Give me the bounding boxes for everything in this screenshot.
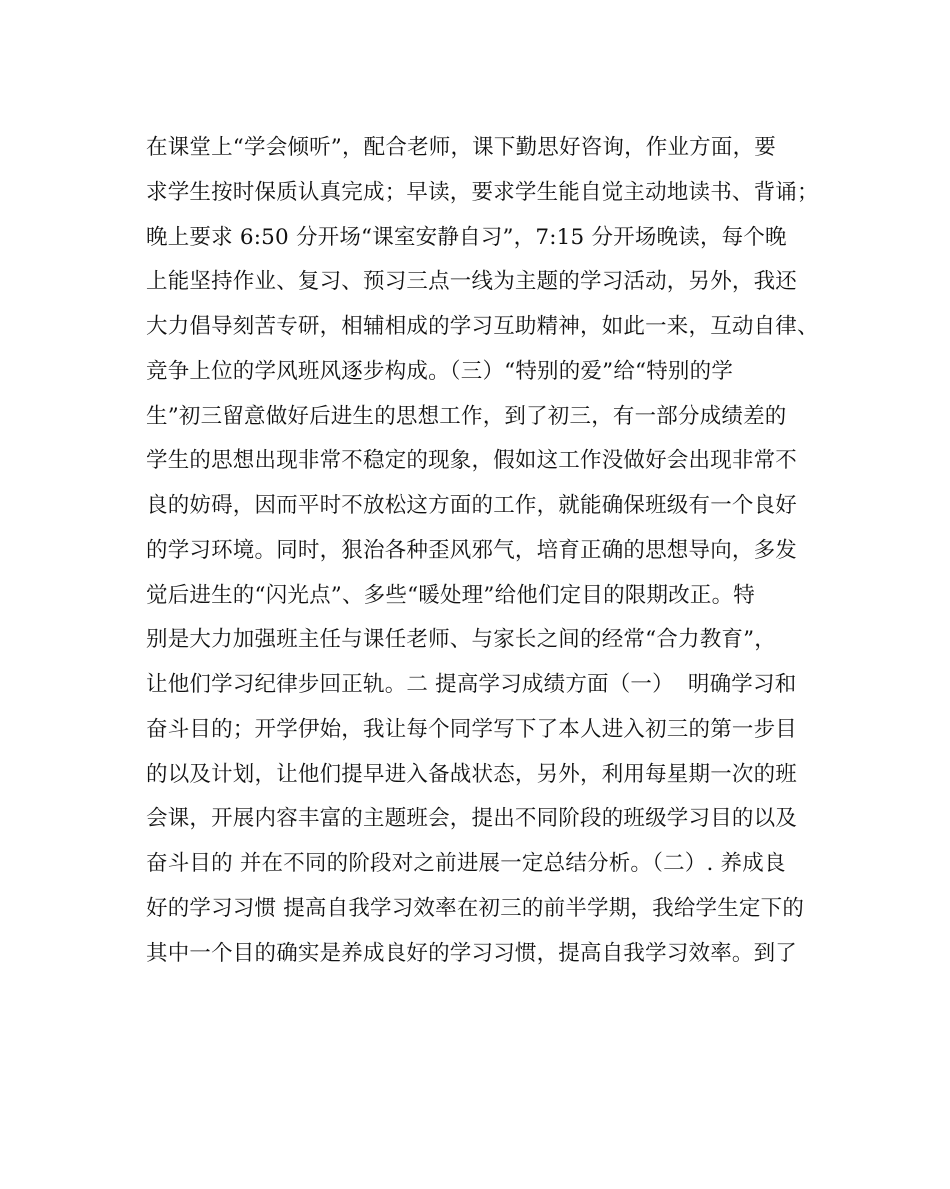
- text-line: 别是大力加强班主任与课任老师、与家长之间的经常“合力教育”，: [146, 627, 776, 653]
- text-line: 让他们学习纪律步回正轨。二 提高学习成绩方面（一） 明确学习和: [146, 672, 797, 697]
- text-line: 晚上要求 6:50 分开场“课室安静自习”，7:15 分开场晚读，每个晚: [146, 224, 787, 250]
- text-line: 求学生按时保质认真完成；早读，要求学生能自觉主动地读书、背诵；: [146, 179, 819, 205]
- text-line: 会课，开展内容丰富的主题班会，提出不同阶段的班级学习目的以及: [146, 806, 798, 832]
- text-line: 其中一个目的确实是养成良好的学习习惯，提高自我学习效率。到了: [146, 940, 798, 966]
- text-line: 奋斗目的；开学伊始，我让每个同学写下了本人进入初三的第一步目: [146, 716, 798, 742]
- text-line: 觉后进生的“闪光点”、多些“暖处理”给他们定目的限期改正。特: [146, 582, 755, 608]
- text-line: 的学习环境。同时，狠治各种歪风邪气，培育正确的思想导向，多发: [146, 537, 798, 563]
- text-line: 上能坚持作业、复习、预习三点一线为主题的学习活动，另外，我还: [146, 269, 798, 295]
- text-line: 大力倡导刻苦专研，相辅相成的学习互助精神，如此一来，互动自律、: [146, 314, 819, 339]
- text-line: 良的妨碍，因而平时不放松这方面的工作，就能确保班级有一个良好: [146, 493, 798, 518]
- text-line: 好的学习习惯 提高自我学习效率在初三的前半学期，我给学生定下的: [146, 895, 805, 921]
- text-line: 学生的思想出现非常不稳定的现象，假如这工作没做好会出现非常不: [146, 448, 798, 474]
- text-line: 的以及计划，让他们提早进入备战状态，另外，利用每星期一次的班: [146, 761, 798, 787]
- text-line: 竞争上位的学风班风逐步构成。（三）“特别的爱”给“特别的学: [146, 358, 734, 384]
- text-line: 在课堂上“学会倾听”，配合老师，课下勤思好咨询，作业方面，要: [146, 135, 776, 160]
- text-line: 生”初三留意做好后进生的思想工作，到了初三，有一部分成绩差的: [146, 403, 787, 429]
- text-line: 奋斗目的 并在不同的阶段对之前进展一定总结分析。（二）. 养成良: [146, 851, 786, 876]
- body-text: [146, 126, 846, 976]
